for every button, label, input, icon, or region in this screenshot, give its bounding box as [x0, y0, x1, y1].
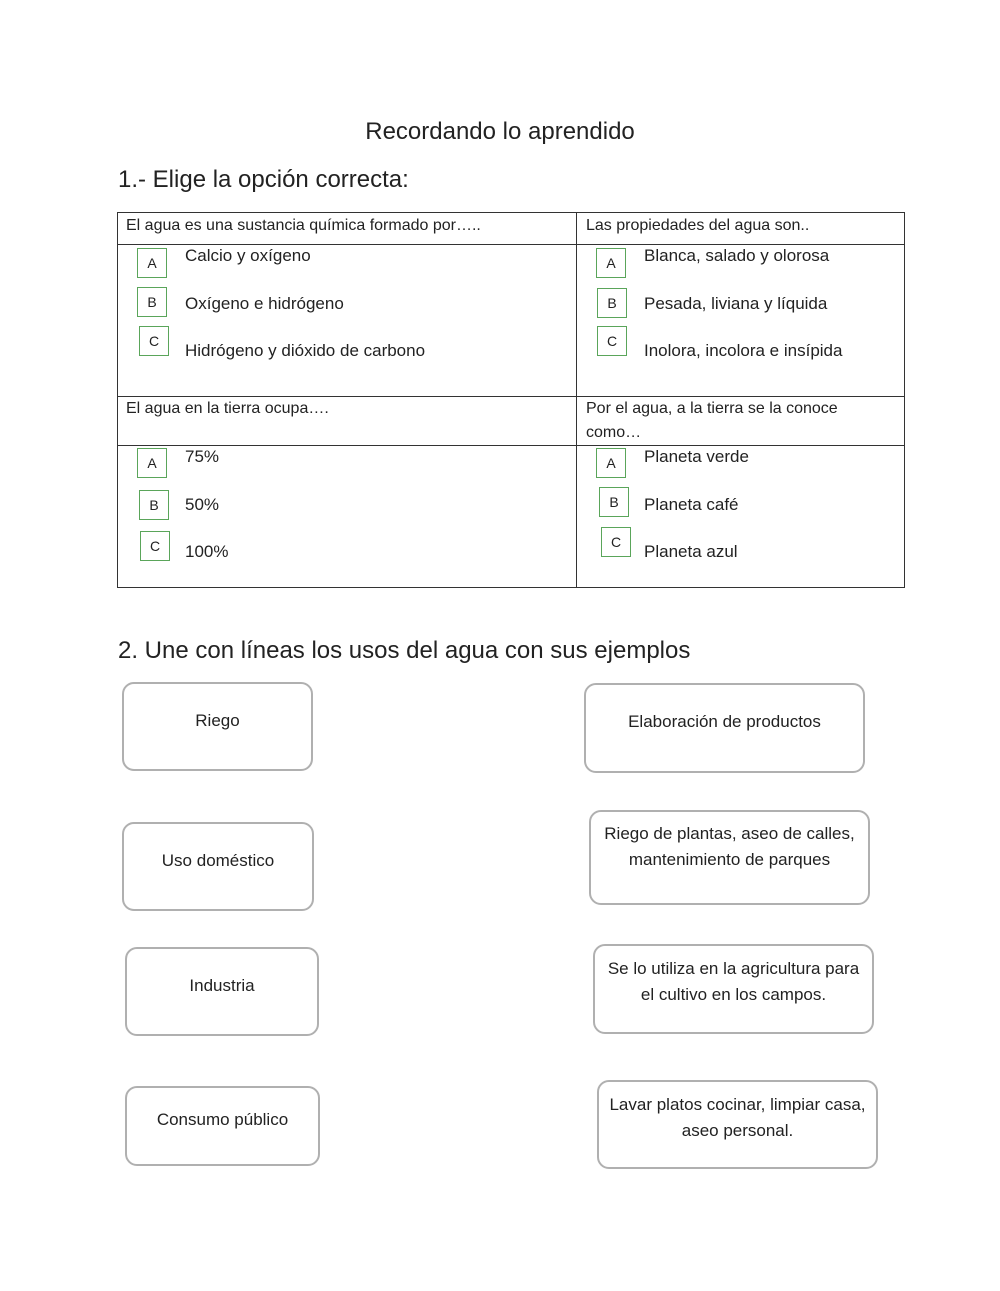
- option-a-checkbox[interactable]: A: [596, 448, 626, 478]
- option-text: Planeta café: [644, 495, 739, 514]
- table-divider: [576, 213, 577, 587]
- option-text: Planeta azul: [644, 542, 738, 561]
- option-text: Oxígeno e hidrógeno: [185, 294, 344, 313]
- use-card-riego[interactable]: Riego: [122, 682, 313, 771]
- option-a-checkbox[interactable]: A: [596, 248, 626, 278]
- example-card-4[interactable]: Lavar platos cocinar, limpiar casa, aseo personal.: [597, 1080, 878, 1169]
- option-text: 75%: [185, 447, 220, 466]
- example-card-3[interactable]: Se lo utiliza en la agricultura para el cultivo en los campos.: [593, 944, 874, 1034]
- option-b-checkbox[interactable]: B: [139, 490, 169, 520]
- use-card-consumo-publico[interactable]: Consumo público: [125, 1086, 320, 1166]
- option-c-checkbox[interactable]: C: [139, 326, 169, 356]
- question-2-text: Las propiedades del agua son..: [586, 217, 810, 234]
- option-b-checkbox[interactable]: B: [597, 288, 627, 318]
- section-1-heading: 1.- Elige la opción correcta:: [118, 166, 409, 193]
- use-card-industria[interactable]: Industria: [125, 947, 319, 1036]
- option-c-checkbox[interactable]: C: [601, 527, 631, 557]
- page-title: Recordando lo aprendido: [365, 118, 635, 145]
- quiz-table: [117, 212, 905, 588]
- example-card-1[interactable]: Elaboración de productos: [584, 683, 865, 773]
- option-text: Blanca, salado y olorosa: [644, 246, 830, 265]
- option-a-checkbox[interactable]: A: [137, 448, 167, 478]
- use-card-uso-domestico[interactable]: Uso doméstico: [122, 822, 314, 911]
- option-b-checkbox[interactable]: B: [137, 287, 167, 317]
- table-divider: [118, 445, 904, 446]
- example-card-2[interactable]: Riego de plantas, aseo de calles, mantenimiento de parques: [589, 810, 870, 905]
- option-text: Calcio y oxígeno: [185, 246, 311, 265]
- question-1-text: El agua es una sustancia química formado por…..: [126, 217, 481, 234]
- option-text: 50%: [185, 495, 220, 514]
- option-text: Inolora, incolora e insípida: [644, 341, 843, 360]
- option-c-checkbox[interactable]: C: [140, 531, 170, 561]
- option-b-checkbox[interactable]: B: [599, 487, 629, 517]
- option-text: Hidrógeno y dióxido de carbono: [185, 341, 426, 360]
- question-4-text: Por el agua, a la tierra se la conoce como…: [586, 400, 838, 441]
- option-a-checkbox[interactable]: A: [137, 248, 167, 278]
- section-2-heading: 2. Une con líneas los usos del agua con sus ejemplos: [118, 637, 691, 664]
- option-text: Planeta verde: [644, 447, 749, 466]
- option-text: 100%: [185, 542, 229, 561]
- option-text: Pesada, liviana y líquida: [644, 294, 828, 313]
- question-3-text: El agua en la tierra ocupa….: [126, 400, 329, 417]
- option-c-checkbox[interactable]: C: [597, 326, 627, 356]
